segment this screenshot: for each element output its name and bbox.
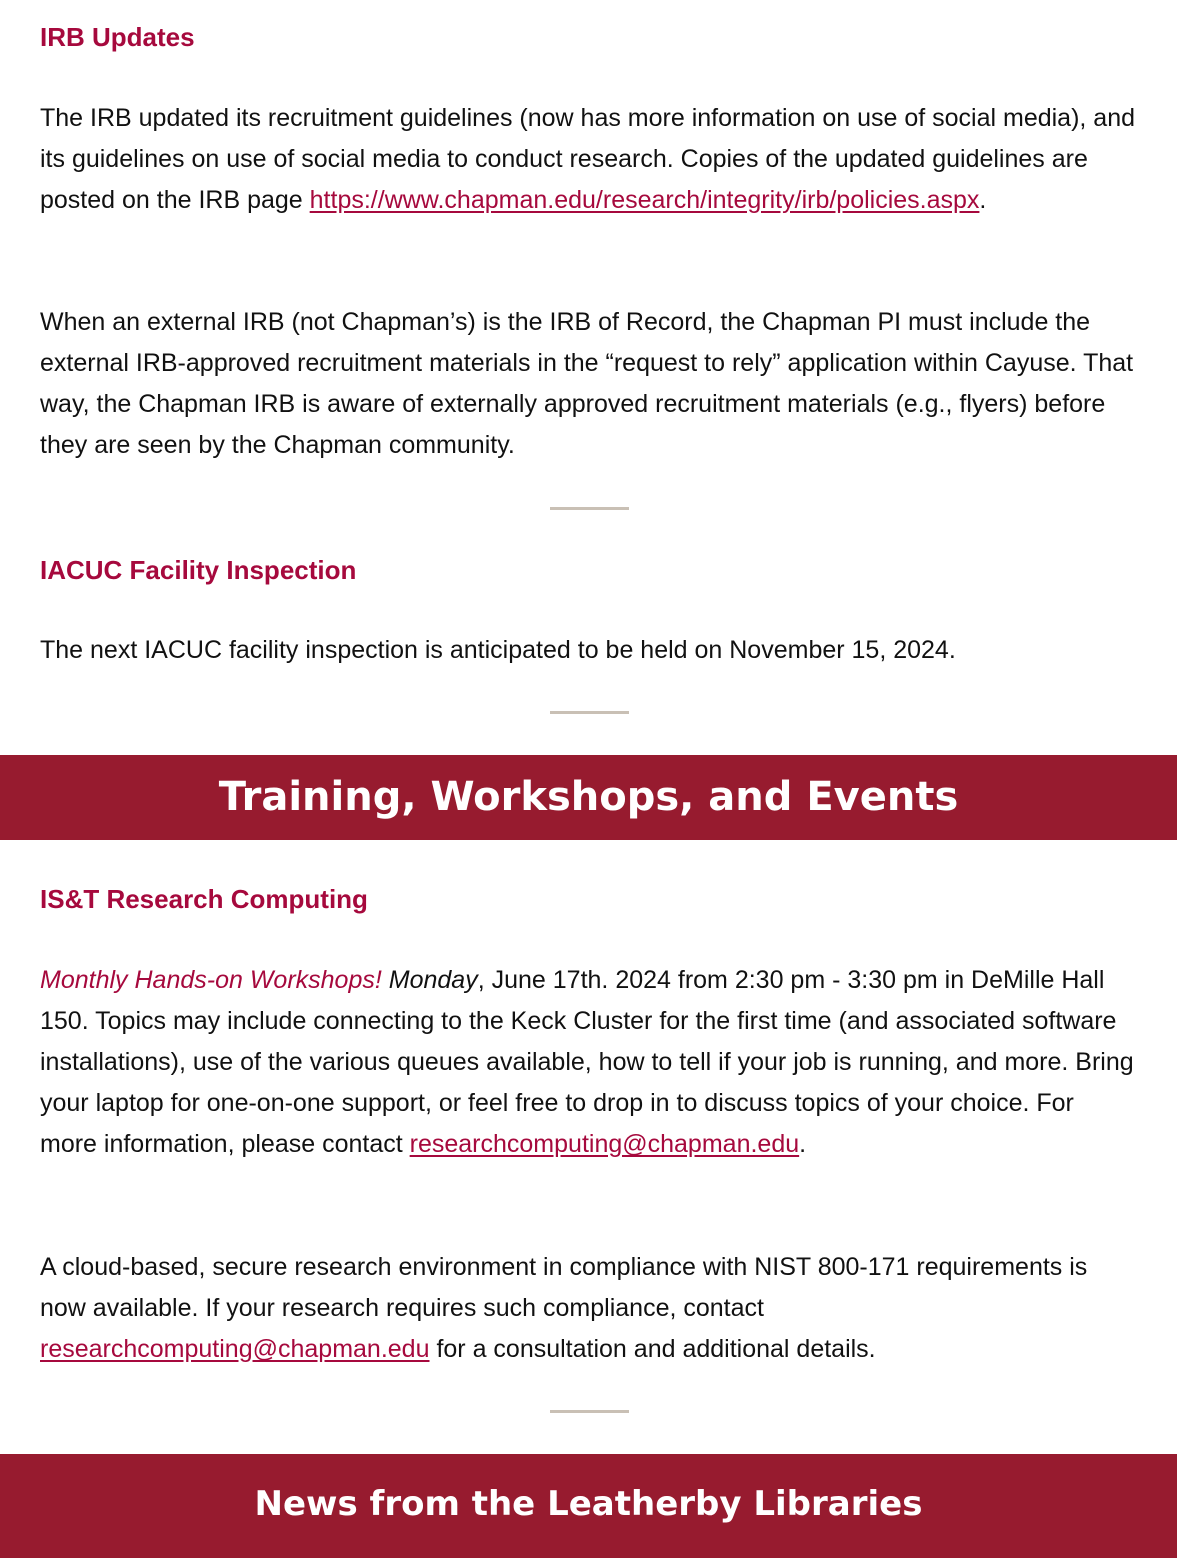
section-divider <box>550 507 629 510</box>
irb-paragraph-1-end: . <box>979 186 987 214</box>
ist-heading: IS&T Research Computing <box>40 884 368 914</box>
irb-policies-link[interactable]: https://www.chapman.edu/research/integrity/irb/policies.aspx <box>309 186 980 214</box>
irb-paragraph-1-text: The IRB updated its recruitment guidelines (now has more information on use of social media), and its guidelines on use of social media to conduct research. Copies of the updated guidelines are posted on the IRB page <box>40 104 1136 214</box>
banner-training-title: Training, Workshops, and Events <box>218 774 959 820</box>
ist-paragraph-2-end: for a consultation and additional details. <box>429 1335 876 1363</box>
ist-weekday: Monday <box>388 966 478 994</box>
ist-workshops-highlight: Monthly Hands-on Workshops! <box>40 966 382 994</box>
ist-paragraph-2 <box>40 1247 1137 1370</box>
ist-paragraph-1 <box>40 960 1137 1165</box>
ist-paragraph-1-text: , June 17th. 2024 from 2:30 pm - 3:30 pm in DeMille Hall 150. Topics may include connecting to the Keck Cluster for the first time (and associated software installations), use of the various queues available, how to tell if your job is running, and more. Bring your laptop for one-on-one support, or feel free to drop in to discuss topics of your choice. For more information, please contact <box>40 966 1134 1158</box>
research-computing-email-link[interactable]: researchcomputing@chapman.edu <box>409 1130 800 1158</box>
ist-paragraph-2-text: A cloud-based, secure research environment in compliance with NIST 800-171 requirements is now available. If your research requires such compliance, contact <box>40 1253 1088 1322</box>
irb-heading: IRB Updates <box>40 22 195 52</box>
irb-paragraph-1 <box>40 98 1137 221</box>
banner-libraries-title: News from the Leatherby Libraries <box>254 1484 923 1524</box>
ist-paragraph-1-end: . <box>799 1130 807 1158</box>
banner-training <box>0 755 1177 840</box>
irb-paragraph-2: When an external IRB (not Chapman’s) is the IRB of Record, the Chapman PI must include the external IRB-approved recruitment materials in the “request to rely” application within Cayuse. That way, the Chapman IRB is aware of externally approved recruitment materials (e.g., flyers) before they are seen by the Chapman community. <box>40 308 1134 459</box>
research-computing-email-link[interactable]: researchcomputing@chapman.edu <box>40 1335 430 1363</box>
iacuc-heading: IACUC Facility Inspection <box>40 555 357 585</box>
section-divider <box>550 1410 629 1413</box>
banner-libraries <box>0 1454 1177 1558</box>
section-divider <box>550 711 629 714</box>
iacuc-paragraph-1: The next IACUC facility inspection is anticipated to be held on November 15, 2024. <box>40 636 956 664</box>
